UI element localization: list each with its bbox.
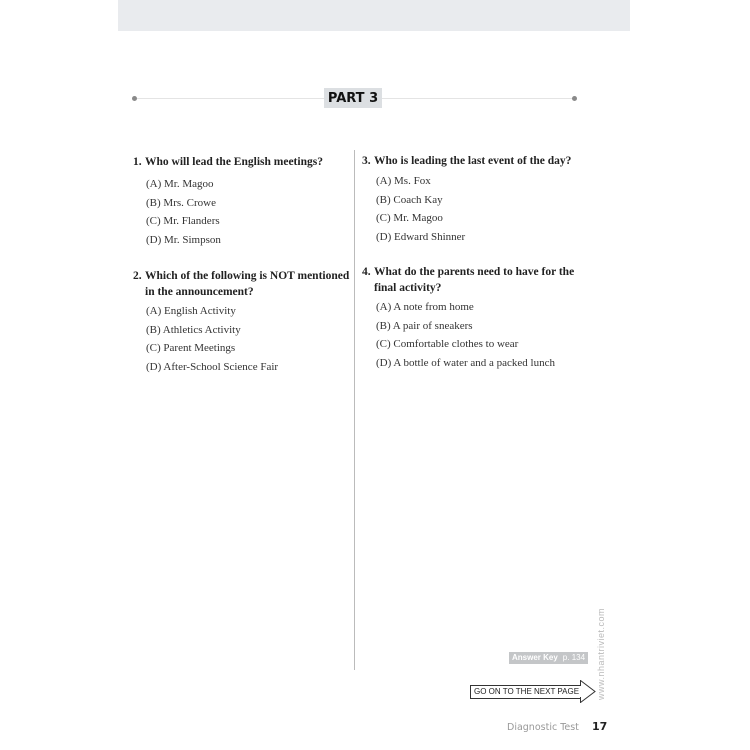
- rule-dot-right: [572, 96, 577, 101]
- option[interactable]: (A) Ms. Fox: [376, 175, 431, 187]
- question-number: 2.: [133, 270, 142, 282]
- next-page-label: GO ON TO THE NEXT PAGE: [470, 685, 581, 699]
- question-text: Who will lead the English meetings?: [145, 156, 323, 168]
- answer-key-label: Answer Key: [512, 653, 558, 662]
- question-text: Who is leading the last event of the day?: [374, 155, 572, 167]
- option[interactable]: (A) Mr. Magoo: [146, 178, 214, 190]
- option[interactable]: (B) A pair of sneakers: [376, 319, 473, 332]
- part-heading: PART 3: [324, 88, 382, 108]
- options-4: [376, 298, 555, 372]
- footer-section: Diagnostic Test: [507, 722, 579, 733]
- option[interactable]: (A) English Activity: [146, 305, 236, 317]
- option[interactable]: (B) Coach Kay: [376, 193, 443, 206]
- option[interactable]: (D) A bottle of water and a packed lunch: [376, 356, 555, 369]
- question-number: 3.: [362, 155, 371, 167]
- question-1: [133, 154, 343, 170]
- answer-key-badge: [509, 652, 588, 664]
- arrow-right-icon: [580, 680, 596, 703]
- options-2: [146, 302, 278, 376]
- answer-key-page: p. 134: [562, 653, 586, 662]
- question-2: [133, 268, 353, 300]
- option[interactable]: (C) Comfortable clothes to wear: [376, 338, 519, 351]
- column-divider: [354, 150, 355, 670]
- top-band: [118, 0, 630, 31]
- option[interactable]: (D) After-School Science Fair: [146, 360, 279, 373]
- question-number: 1.: [133, 156, 142, 168]
- option[interactable]: (C) Mr. Magoo: [376, 212, 443, 225]
- options-3: [376, 172, 465, 246]
- option[interactable]: (B) Athletics Activity: [146, 323, 241, 336]
- option[interactable]: (D) Edward Shinner: [376, 230, 466, 243]
- option[interactable]: (B) Mrs. Crowe: [146, 196, 216, 209]
- watermark: www.nhantriviet.com: [596, 607, 606, 700]
- option[interactable]: (C) Parent Meetings: [146, 342, 236, 355]
- option[interactable]: (C) Mr. Flanders: [146, 215, 220, 228]
- question-text: What do the parents need to have for the final activity?: [374, 266, 575, 294]
- options-1: [146, 175, 221, 249]
- option[interactable]: (A) A note from home: [376, 301, 474, 313]
- question-text: Which of the following is NOT mentioned in the announcement?: [145, 270, 350, 298]
- page-number: 17: [592, 720, 608, 733]
- option[interactable]: (D) Mr. Simpson: [146, 233, 221, 246]
- next-page-arrow: [470, 680, 596, 703]
- question-3: [362, 153, 592, 169]
- question-4: [362, 264, 587, 296]
- question-number: 4.: [362, 266, 371, 278]
